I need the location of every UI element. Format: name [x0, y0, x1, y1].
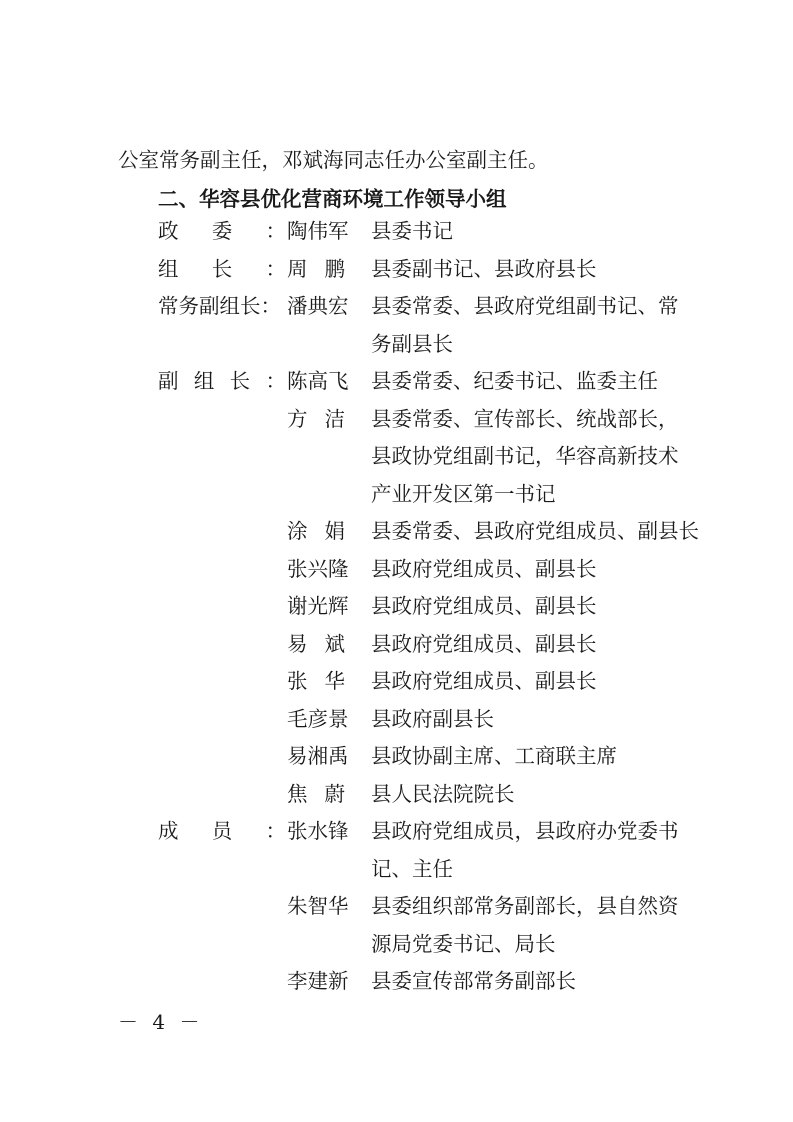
- member-title-line: 县政府副县长: [371, 706, 494, 731]
- member-title-line: 县委书记: [371, 219, 453, 243]
- member-title-line: 县政府党组成员、副县长: [371, 594, 597, 618]
- member-name: 涂 娟: [287, 519, 345, 543]
- member-title-line: 源局党委书记、局长: [371, 931, 556, 956]
- member-name: 易 斌: [287, 631, 345, 656]
- member-role: 副 组 长 ：: [158, 369, 286, 393]
- section-heading: 二、华容县优化营商环境工作领导小组: [158, 187, 507, 211]
- member-name: 李建新: [287, 969, 349, 993]
- member-name: 张兴隆: [287, 556, 349, 581]
- member-role: 成 员 ：: [158, 819, 286, 843]
- member-title-line: 务副县长: [371, 331, 453, 356]
- member-title-line: 县政协副主席、工商联主席: [371, 744, 617, 768]
- member-name: 谢光辉: [287, 594, 349, 618]
- member-title-line: 产业开发区第一书记: [371, 481, 556, 506]
- page-number: － 4 －: [118, 1010, 204, 1034]
- member-name: 方 洁: [287, 406, 345, 431]
- member-title-line: 县政协党组副书记，华容高新技术: [371, 444, 679, 468]
- member-title-line: 县政府党组成员、副县长: [371, 631, 597, 656]
- member-title-line: 县政府党组成员，县政府办党委书: [371, 819, 679, 843]
- member-name: 张水锋: [287, 819, 349, 843]
- member-title-line: 县委副书记、县政府县长: [371, 256, 597, 281]
- member-name: 焦 蔚: [287, 781, 345, 806]
- member-title-line: 县委常委、纪委书记、监委主任: [371, 369, 658, 393]
- member-name: 陶伟军: [287, 219, 349, 243]
- member-title-line: 县政府党组成员、副县长: [371, 556, 597, 581]
- member-role: 政 委 ：: [158, 219, 286, 243]
- member-name: 毛彦景: [287, 706, 349, 731]
- member-title-line: 县政府党组成员、副县长: [371, 669, 597, 693]
- member-name: 张 华: [287, 669, 345, 693]
- member-name: 易湘禹: [287, 744, 349, 768]
- member-name: 朱智华: [287, 894, 349, 918]
- member-title-line: 县委常委、县政府党组副书记、常: [371, 294, 679, 318]
- member-role: 常务副组长：: [158, 294, 281, 318]
- member-name: 周 鹏: [287, 256, 345, 281]
- continuation-line: 公室常务副主任，邓斌海同志任办公室副主任。: [118, 148, 549, 172]
- member-name: 潘典宏: [287, 294, 349, 318]
- member-title-line: 县人民法院院长: [371, 781, 515, 806]
- member-title-line: 县委常委、县政府党组成员、副县长: [371, 519, 699, 543]
- member-role: 组 长 ：: [158, 256, 286, 281]
- member-title-line: 记、主任: [371, 856, 453, 881]
- member-title-line: 县委常委、宣传部长、统战部长，: [371, 406, 679, 431]
- member-name: 陈高飞: [287, 369, 349, 393]
- member-title-line: 县委宣传部常务副部长: [371, 969, 576, 993]
- member-title-line: 县委组织部常务副部长，县自然资: [371, 894, 679, 918]
